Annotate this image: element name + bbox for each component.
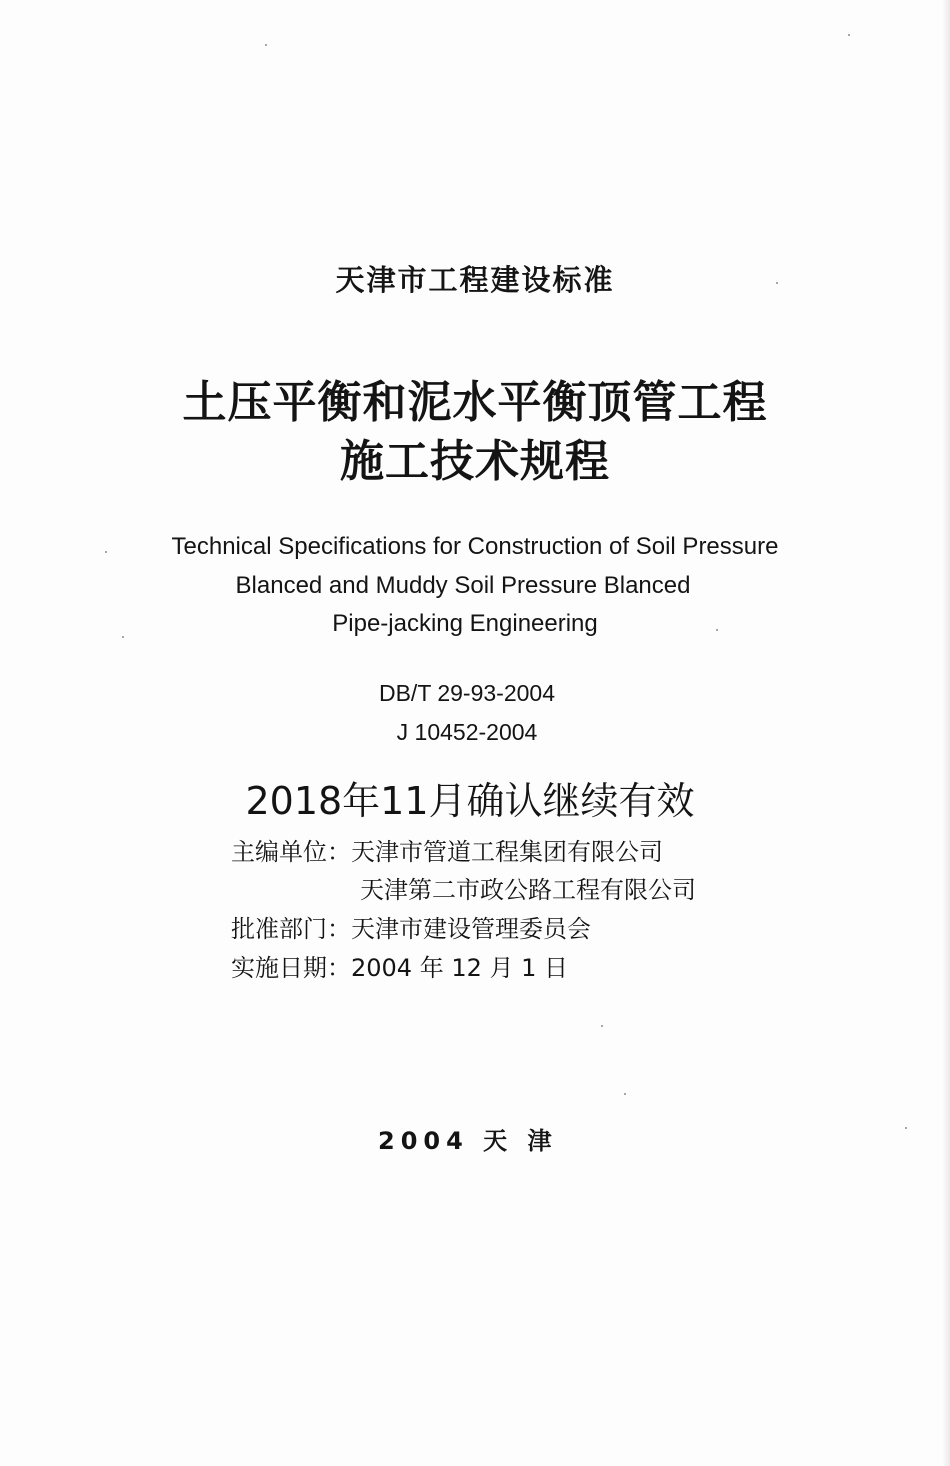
editor-label: 主编单位： [231, 838, 351, 866]
document-title-line-1: 土压平衡和泥水平衡顶管工程 [182, 377, 768, 428]
approval-row [231, 909, 591, 944]
scan-edge-shadow [942, 0, 950, 1466]
publication-footer: 2004 天 津 [378, 1127, 558, 1155]
scan-speck [265, 44, 267, 46]
effective-date-row [231, 948, 568, 983]
editor-row-2 [360, 870, 696, 905]
english-title-line-1: Technical Specifications for Construction of Soil Pressure [171, 533, 779, 560]
english-title-line-2: Blanced and Muddy Soil Pressure Blanced [235, 572, 691, 599]
document-title-line-2: 施工技术规程 [340, 436, 610, 487]
editor-row [231, 832, 663, 867]
standard-series: 天津市工程建设标准 [335, 263, 615, 297]
validity-confirmation: 2018年11月确认继续有效 [245, 779, 695, 823]
effective-date-label: 实施日期： [231, 954, 351, 982]
record-number: J 10452-2004 [396, 719, 538, 745]
effective-date: 2004 年 12 月 1 日 [351, 954, 569, 982]
english-title-line-3: Pipe-jacking Engineering [332, 610, 598, 637]
scan-speck [601, 1025, 603, 1027]
approval-label: 批准部门： [231, 915, 351, 943]
editor-organization-1: 天津市管道工程集团有限公司 [351, 838, 663, 866]
scan-speck [848, 34, 850, 36]
approval-department: 天津市建设管理委员会 [351, 915, 591, 943]
standard-code: DB/T 29-93-2004 [378, 680, 555, 706]
scan-speck [624, 1093, 626, 1095]
editor-organization-2: 天津第二市政公路工程有限公司 [360, 876, 696, 904]
scan-speck [905, 1127, 907, 1129]
